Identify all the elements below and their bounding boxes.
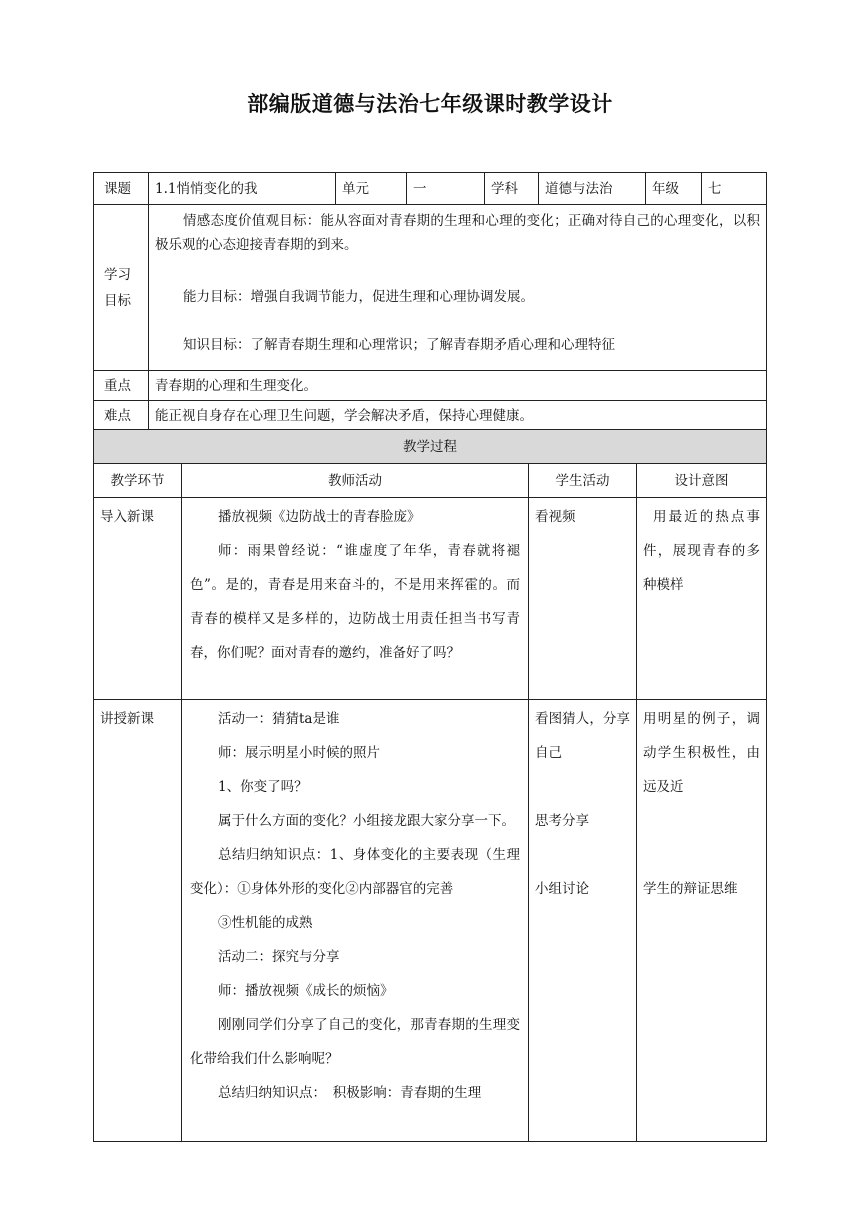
new-stage bbox=[94, 700, 182, 1142]
lesson-info-row bbox=[94, 173, 767, 205]
intro-stage-text: 导入新课 bbox=[100, 509, 154, 525]
new-intent-text: 学生的辩证思维 bbox=[643, 881, 738, 897]
process-header-row bbox=[94, 464, 767, 498]
difficulty-row bbox=[94, 401, 767, 431]
new-lesson-row bbox=[94, 700, 767, 1142]
new-teacher-line: 师：播放视频《成长的烦恼》 bbox=[218, 983, 394, 999]
new-stage-text: 讲授新课 bbox=[100, 711, 154, 727]
intro-row bbox=[94, 498, 767, 700]
process-table bbox=[93, 429, 767, 1142]
subject-label: 学科 bbox=[485, 173, 539, 205]
intro-stage bbox=[94, 498, 182, 700]
intro-teacher-line: 播放视频《边防战士的青春脸庞》 bbox=[218, 509, 421, 525]
goals-content bbox=[149, 205, 767, 371]
page-title: 部编版道德与法治七年级课时教学设计 bbox=[247, 92, 613, 116]
new-student-text: 小组讨论 bbox=[535, 881, 589, 897]
intro-intent bbox=[637, 498, 767, 700]
topic-label: 课题 bbox=[94, 173, 149, 205]
header-teacher: 教师活动 bbox=[182, 464, 529, 498]
unit-value: 一 bbox=[407, 173, 485, 205]
new-intent-text: 用明星的例子，调动学生积极性，由远及近 bbox=[643, 711, 760, 795]
new-intent bbox=[637, 700, 767, 1142]
new-teacher-line: 总结归纳知识点：1、身体变化的主要表现（生理变化）：①身体外形的变化②内部器官的完善 bbox=[190, 847, 520, 897]
lesson-info-table bbox=[93, 172, 767, 431]
process-title-row bbox=[94, 430, 767, 464]
new-student bbox=[529, 700, 637, 1142]
goals-row bbox=[94, 205, 767, 371]
topic-value: 1.1悄悄变化的我 bbox=[149, 173, 336, 205]
new-teacher-line: 刚刚同学们分享了自己的变化，那青春期的生理变化带给我们什么影响呢？ bbox=[190, 1017, 520, 1067]
goals-label-line-1: 学习 bbox=[104, 266, 131, 283]
new-student-text: 思考分享 bbox=[535, 813, 589, 829]
key-point-label: 重点 bbox=[94, 371, 149, 401]
new-teacher-line: 属于什么方面的变化？小组接龙跟大家分享一下。 bbox=[218, 813, 515, 829]
header-stage: 教学环节 bbox=[94, 464, 182, 498]
goal-ability: 能力目标：增强自我调节能力，促进生理和心理协调发展。 bbox=[183, 289, 534, 305]
key-point-text: 青春期的心理和生理变化。 bbox=[149, 371, 767, 401]
process-title: 教学过程 bbox=[94, 430, 767, 464]
grade-label: 年级 bbox=[646, 173, 702, 205]
intro-intent-text: 用最近的热点事件，展现青春的多种模样 bbox=[643, 509, 760, 593]
new-teacher-line: 总结归纳知识点： 积极影响：青春期的生理 bbox=[218, 1085, 482, 1101]
key-point-row bbox=[94, 371, 767, 401]
new-teacher-line: ③性机能的成熟 bbox=[218, 915, 313, 931]
difficulty-label: 难点 bbox=[94, 401, 149, 431]
goal-emotion: 情感态度价值观目标：能从容面对青春期的生理和心理的变化；正确对待自己的心理变化，以积极乐观的心态迎接青春期的到来。 bbox=[155, 213, 760, 253]
goals-label bbox=[94, 205, 149, 371]
new-teacher-line: 1、你变了吗？ bbox=[218, 779, 308, 795]
goal-knowledge: 知识目标：了解青春期生理和心理常识；了解青春期矛盾心理和心理特征 bbox=[183, 337, 615, 353]
new-teacher bbox=[182, 700, 529, 1142]
difficulty-text: 能正视自身存在心理卫生问题，学会解决矛盾，保持心理健康。 bbox=[149, 401, 767, 431]
intro-teacher-line: 师：雨果曾经说：“谁虚度了年华，青春就将褪色”。是的，青春是用来奋斗的，不是用来挥霍的。而青春的模样又是多样的，边防战士用责任担当书写青春，你们呢？面对青春的邀约，准备好了吗？ bbox=[190, 543, 520, 661]
unit-label: 单元 bbox=[336, 173, 407, 205]
new-teacher-line: 活动一：猜猜ta是谁 bbox=[218, 711, 340, 727]
header-student: 学生活动 bbox=[529, 464, 637, 498]
header-intent: 设计意图 bbox=[637, 464, 767, 498]
new-student-text: 看图猜人，分享自己 bbox=[535, 711, 630, 761]
intro-student-text: 看视频 bbox=[535, 509, 576, 525]
goals-label-line-2: 目标 bbox=[104, 292, 131, 309]
intro-student bbox=[529, 498, 637, 700]
intro-teacher bbox=[182, 498, 529, 700]
new-teacher-line: 师：展示明星小时候的照片 bbox=[218, 745, 380, 761]
grade-value: 七 bbox=[702, 173, 767, 205]
subject-value: 道德与法治 bbox=[539, 173, 646, 205]
new-teacher-line: 活动二：探究与分享 bbox=[218, 949, 340, 965]
